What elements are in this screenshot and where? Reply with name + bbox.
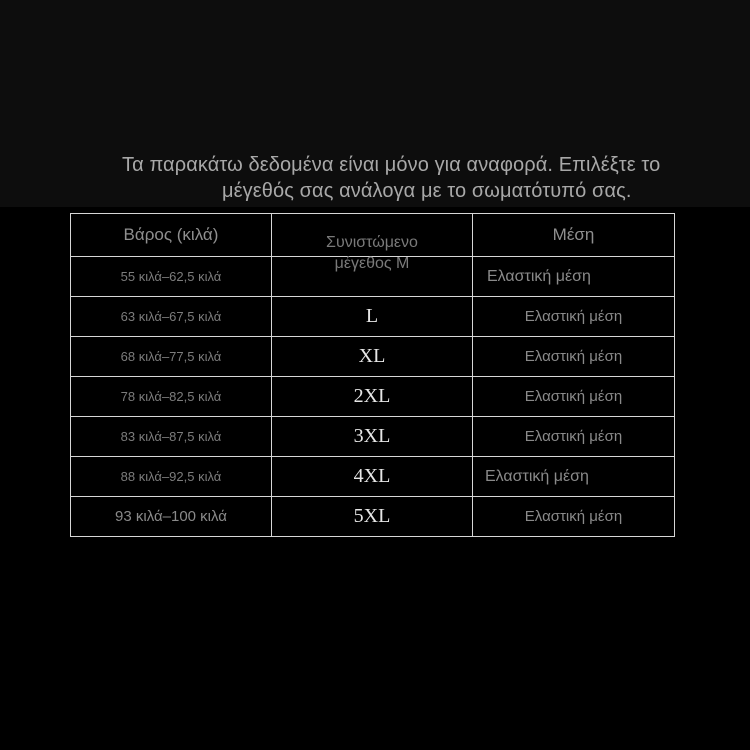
header-size xyxy=(272,214,473,272)
table-row xyxy=(71,337,675,377)
size-cell xyxy=(272,257,473,297)
size-cell: L xyxy=(272,297,473,337)
notice-line-2: μέγεθός σας ανάλογα με το σωματότυπό σας. xyxy=(222,180,632,202)
table-row xyxy=(71,417,675,457)
size-cell: 3XL xyxy=(272,417,473,457)
table-header-row xyxy=(71,214,675,257)
size-cell: 5XL xyxy=(272,497,473,537)
weight-cell: 68 κιλά–77,5 κιλά xyxy=(71,337,272,377)
weight-cell: 83 κιλά–87,5 κιλά xyxy=(71,417,272,457)
size-table xyxy=(70,213,675,537)
size-cell: 4XL xyxy=(272,457,473,497)
weight-cell: 88 κιλά–92,5 κιλά xyxy=(71,457,272,497)
waist-cell: Ελαστική μέση xyxy=(473,417,675,457)
weight-cell: 63 κιλά–67,5 κιλά xyxy=(71,297,272,337)
reference-notice xyxy=(0,152,750,204)
weight-cell: 93 κιλά–100 κιλά xyxy=(71,497,272,537)
waist-cell: Ελαστική μέση xyxy=(473,377,675,417)
waist-cell: Ελαστική μέση xyxy=(473,257,675,297)
weight-cell: 78 κιλά–82,5 κιλά xyxy=(71,377,272,417)
table-row xyxy=(71,457,675,497)
header-size-line-1: Συνιστώμενο xyxy=(326,234,418,251)
table-row xyxy=(71,297,675,337)
header-weight-label: Βάρος (κιλά) xyxy=(123,225,219,244)
table-row xyxy=(71,377,675,417)
waist-cell: Ελαστική μέση xyxy=(473,297,675,337)
waist-cell: Ελαστική μέση xyxy=(473,457,675,497)
table-row xyxy=(71,497,675,537)
size-cell: XL xyxy=(272,337,473,377)
waist-cell: Ελαστική μέση xyxy=(473,497,675,537)
weight-cell: 55 κιλά–62,5 κιλά xyxy=(71,257,272,297)
header-waist xyxy=(473,214,675,257)
header-size-line-2: μέγεθος M xyxy=(334,255,410,272)
table-row xyxy=(71,257,675,297)
notice-line-1: Τα παρακάτω δεδομένα είναι μόνο για αναφορά. Επιλέξτε το xyxy=(122,154,661,176)
waist-cell: Ελαστική μέση xyxy=(473,337,675,377)
header-waist-label: Μέση xyxy=(552,225,595,244)
header-weight xyxy=(71,214,272,257)
size-cell: 2XL xyxy=(272,377,473,417)
